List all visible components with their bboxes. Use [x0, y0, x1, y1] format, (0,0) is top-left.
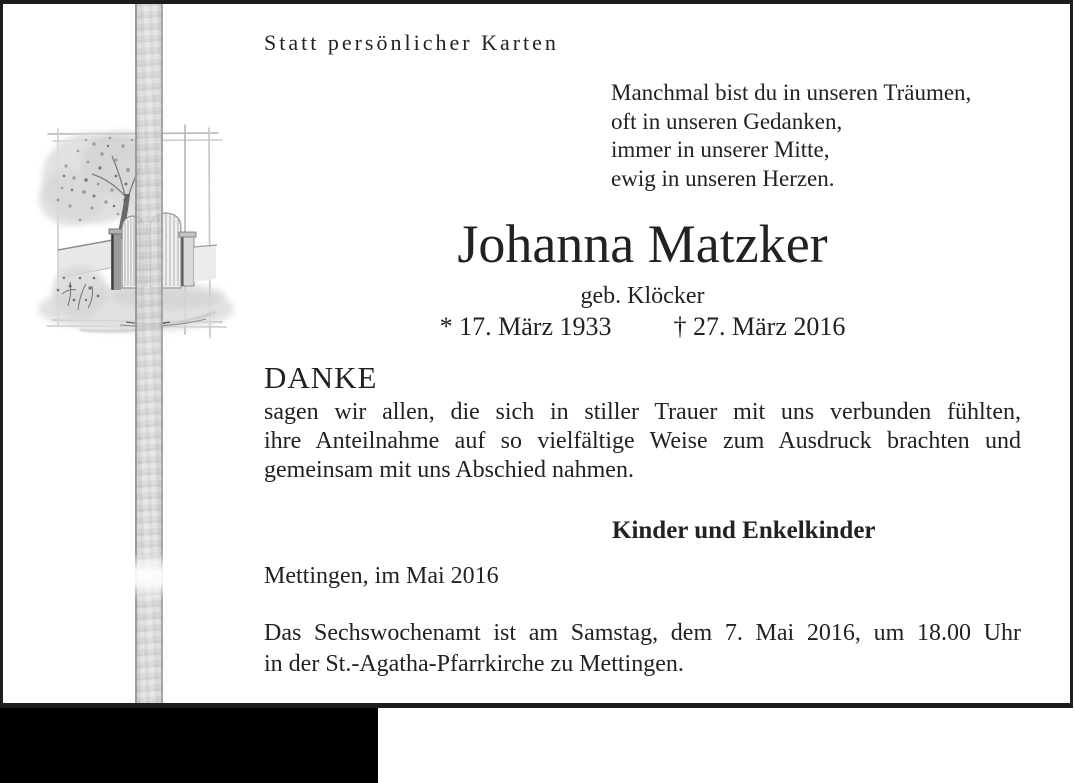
place-and-date: Mettingen, im Mai 2016 [264, 563, 499, 589]
service-announcement [264, 618, 1021, 679]
memorial-poem [611, 79, 971, 193]
thanks-paragraph [264, 398, 1021, 485]
thanks-line: gemeinsam mit uns Abschied nahmen. [264, 457, 634, 483]
birth-date: * 17. März 1933 [439, 312, 612, 341]
ribbon-fade [134, 552, 164, 600]
pre-header: Statt persönlicher Karten [264, 30, 559, 55]
maiden-name: geb. Klöcker [580, 283, 705, 309]
thanks-line: ihre Anteilnahme auf so vielfältige Weise zum Ausdruck brachten und [264, 428, 1021, 454]
thanks-heading: DANKE [264, 360, 378, 395]
mourners-signature: Kinder und Enkelkinder [612, 517, 876, 544]
poem-line: immer in unserer Mitte, [611, 137, 830, 162]
death-date: † 27. März 2016 [673, 312, 846, 341]
thanks-line: sagen wir allen, die sich in stiller Trauer mit uns verbunden fühlten, [264, 399, 1021, 425]
service-line: Das Sechswochenamt ist am Samstag, dem 7. Mai 2016, um 18.00 Uhr [264, 620, 1021, 646]
poem-line: Manchmal bist du in unseren Träumen, [611, 80, 972, 105]
poem-line: ewig in unseren Herzen. [611, 165, 835, 191]
memorial-ribbon-band [135, 4, 163, 704]
deceased-name: Johanna Matzker [457, 214, 828, 274]
redaction-box [0, 708, 378, 783]
service-line: in der St.-Agatha-Pfarrkirche zu Mettingen. [264, 650, 684, 677]
poem-line: oft in unseren Gedanken, [611, 108, 843, 134]
life-dates [264, 312, 1021, 342]
